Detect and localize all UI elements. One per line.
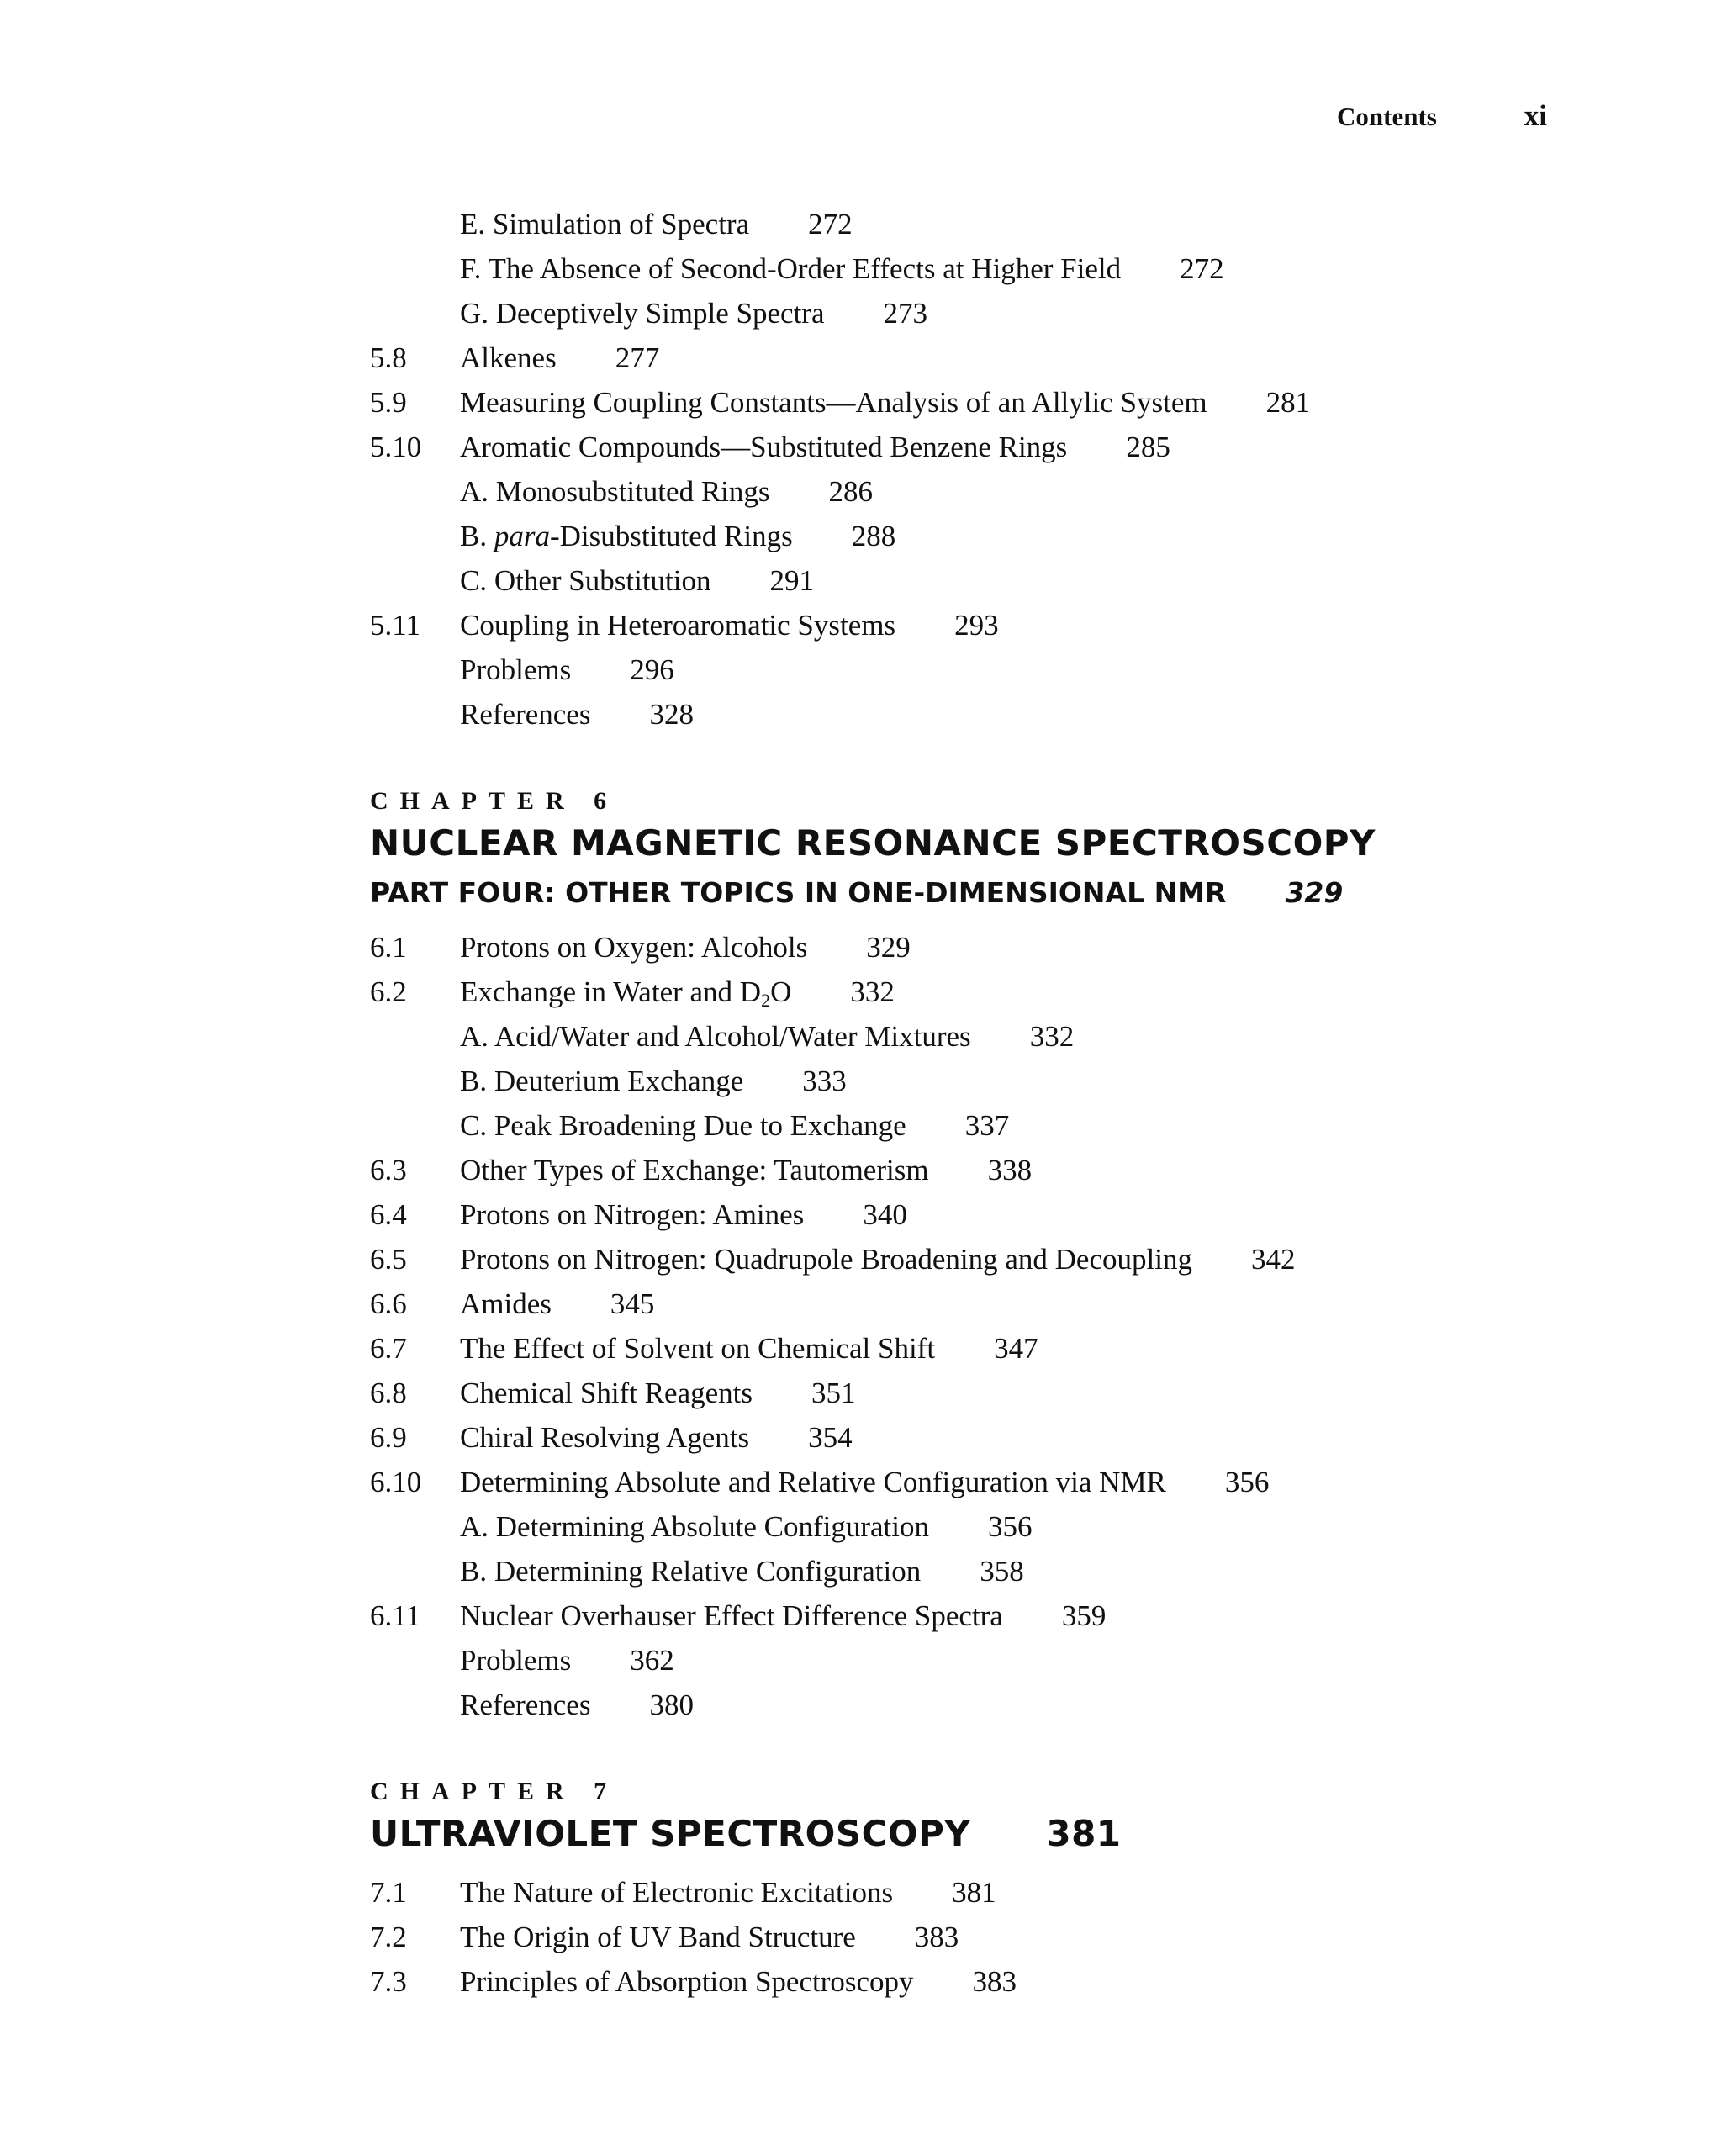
- toc-entry-page: 358: [980, 1555, 1024, 1588]
- toc-entry-page: 272: [808, 208, 853, 240]
- running-head-page-number: xi: [1524, 99, 1547, 132]
- toc-entry-page: 356: [987, 1510, 1033, 1543]
- toc-entry-page: 340: [863, 1198, 907, 1231]
- chapter-label: CHAPTER 6: [370, 787, 619, 815]
- toc-entry-title: A. Monosubstituted Rings 286: [460, 475, 874, 508]
- toc-entry-number: 5.8: [370, 341, 407, 374]
- toc-entry-page: 332: [850, 975, 895, 1008]
- toc-entry-number: 5.9: [370, 386, 407, 419]
- toc-entry-number: 6.3: [370, 1154, 407, 1186]
- toc-entry-title: B. Deuterium Exchange 333: [460, 1065, 847, 1097]
- toc-entry-title: G. Deceptively Simple Spectra 273: [460, 297, 927, 330]
- toc-entry-page: 286: [828, 475, 874, 508]
- toc-entry-page: 288: [851, 520, 896, 552]
- toc-entry-page: 347: [994, 1332, 1038, 1365]
- running-head-title: Contents: [1337, 102, 1437, 131]
- toc-entry-page: 332: [1029, 1020, 1075, 1053]
- toc-entry-page: 272: [1180, 252, 1224, 285]
- toc-entry-title: Problems 362: [460, 1644, 674, 1677]
- toc-entry-page: 291: [769, 564, 814, 597]
- toc-entry-title: References 328: [460, 698, 694, 731]
- toc-entry-page: 296: [630, 653, 674, 686]
- toc-entry-page: 362: [630, 1644, 674, 1677]
- toc-entry-title: C. Other Substitution 291: [460, 564, 814, 597]
- toc-entry-number: 6.5: [370, 1243, 407, 1276]
- toc-entry-number: 7.1: [370, 1876, 407, 1909]
- toc-entry-page: 345: [610, 1287, 655, 1320]
- chapter-page: 329: [1285, 876, 1344, 909]
- chapter-page: 381: [1046, 1813, 1122, 1854]
- toc-entry-title: Principles of Absorption Spectroscopy 383: [460, 1965, 1017, 1998]
- toc-entry-page: 342: [1250, 1243, 1296, 1276]
- toc-entry-title: Alkenes 277: [460, 341, 660, 374]
- toc-entry-page: 354: [808, 1421, 853, 1454]
- toc-entry-page: 359: [1061, 1599, 1107, 1632]
- toc-entry-page: 356: [1224, 1466, 1270, 1498]
- toc-entry-page: 383: [972, 1965, 1017, 1998]
- toc-entry-number: 7.3: [370, 1965, 407, 1998]
- toc-entry-number: 7.2: [370, 1921, 407, 1953]
- toc-entry-title: Protons on Oxygen: Alcohols 329: [460, 931, 911, 964]
- toc-entry-page: 337: [964, 1109, 1010, 1142]
- toc-entry-page: 383: [914, 1921, 959, 1953]
- toc-entry-title: Problems 296: [460, 653, 674, 686]
- toc-entry-page: 338: [987, 1154, 1033, 1186]
- toc-entry-title: A. Acid/Water and Alcohol/Water Mixtures 332: [460, 1020, 1075, 1053]
- toc-entry-number: 6.8: [370, 1377, 407, 1409]
- toc-entry-title: The Nature of Electronic Excitations 381: [460, 1876, 996, 1909]
- toc-entry-title: C. Peak Broadening Due to Exchange 337: [460, 1109, 1010, 1142]
- toc-entry-number: 6.7: [370, 1332, 407, 1365]
- toc-entry-number: 6.11: [370, 1599, 420, 1632]
- toc-entry-title: B. para-Disubstituted Rings 288: [460, 520, 896, 552]
- toc-entry-page: 329: [866, 931, 911, 964]
- chapter-subtitle[interactable]: PART FOUR: OTHER TOPICS IN ONE-DIMENSIONAL NMR 329: [370, 876, 1344, 909]
- toc-entry-title: Nuclear Overhauser Effect Difference Spectra 359: [460, 1599, 1107, 1632]
- toc-entry-title: A. Determining Absolute Configuration 356: [460, 1510, 1033, 1543]
- toc-entry-title: E. Simulation of Spectra 272: [460, 208, 853, 240]
- toc-entry-title: Determining Absolute and Relative Configuration via NMR 356: [460, 1466, 1270, 1498]
- toc-entry-number: 6.4: [370, 1198, 407, 1231]
- toc-entry-title: Aromatic Compounds—Substituted Benzene Rings 285: [460, 431, 1170, 463]
- toc-entry-number: 6.10: [370, 1466, 422, 1498]
- toc-entry-number: 6.2: [370, 975, 407, 1008]
- toc-entry-title: Protons on Nitrogen: Amines 340: [460, 1198, 907, 1231]
- toc-entry-number: 6.6: [370, 1287, 407, 1320]
- toc-entry-number: 5.10: [370, 431, 422, 463]
- toc-entry-page: 333: [802, 1065, 847, 1097]
- toc-entry-title: Exchange in Water and $D_2O$ 332: [460, 975, 895, 1011]
- chapter-title[interactable]: ULTRAVIOLET SPECTROSCOPY 381: [370, 1813, 1122, 1854]
- chapter-title[interactable]: NUCLEAR MAGNETIC RESONANCE SPECTROSCOPY: [370, 822, 1376, 864]
- toc-entry-page: 328: [649, 698, 694, 731]
- toc-entry-title: Chiral Resolving Agents 354: [460, 1421, 853, 1454]
- toc-entry-number: 6.1: [370, 931, 407, 964]
- toc-entry-title: The Effect of Solvent on Chemical Shift 347: [460, 1332, 1038, 1365]
- running-head: [1337, 99, 1547, 133]
- toc-entry-title: The Origin of UV Band Structure 383: [460, 1921, 959, 1953]
- toc-entry-title: References 380: [460, 1688, 694, 1721]
- toc-entry-page: 277: [615, 341, 660, 374]
- toc-entry-title: Coupling in Heteroaromatic Systems 293: [460, 609, 999, 642]
- chapter-label: CHAPTER 7: [370, 1778, 619, 1805]
- toc-entry-page: 351: [811, 1377, 856, 1409]
- toc-entry-title: Chemical Shift Reagents 351: [460, 1377, 856, 1409]
- toc-entry-title: F. The Absence of Second-Order Effects at Higher Field 272: [460, 252, 1224, 285]
- toc-entry-page: 293: [954, 609, 999, 642]
- toc-entry-title: Measuring Coupling Constants—Analysis of an Allylic System 281: [460, 386, 1311, 419]
- toc-entry-page: 285: [1126, 431, 1170, 463]
- toc-entry-page: 281: [1265, 386, 1311, 419]
- toc-entry-number: 6.9: [370, 1421, 407, 1454]
- toc-entry-page: 381: [952, 1876, 996, 1909]
- toc-entry-title: Protons on Nitrogen: Quadrupole Broadening and Decoupling 342: [460, 1243, 1296, 1276]
- toc-entry-title: B. Determining Relative Configuration 358: [460, 1555, 1024, 1588]
- toc-entry-number: 5.11: [370, 609, 420, 642]
- toc-entry-page: 273: [883, 297, 927, 330]
- toc-entry-title: Other Types of Exchange: Tautomerism 338: [460, 1154, 1033, 1186]
- toc-entry-page: 380: [649, 1688, 694, 1721]
- toc-entry-title: Amides 345: [460, 1287, 655, 1320]
